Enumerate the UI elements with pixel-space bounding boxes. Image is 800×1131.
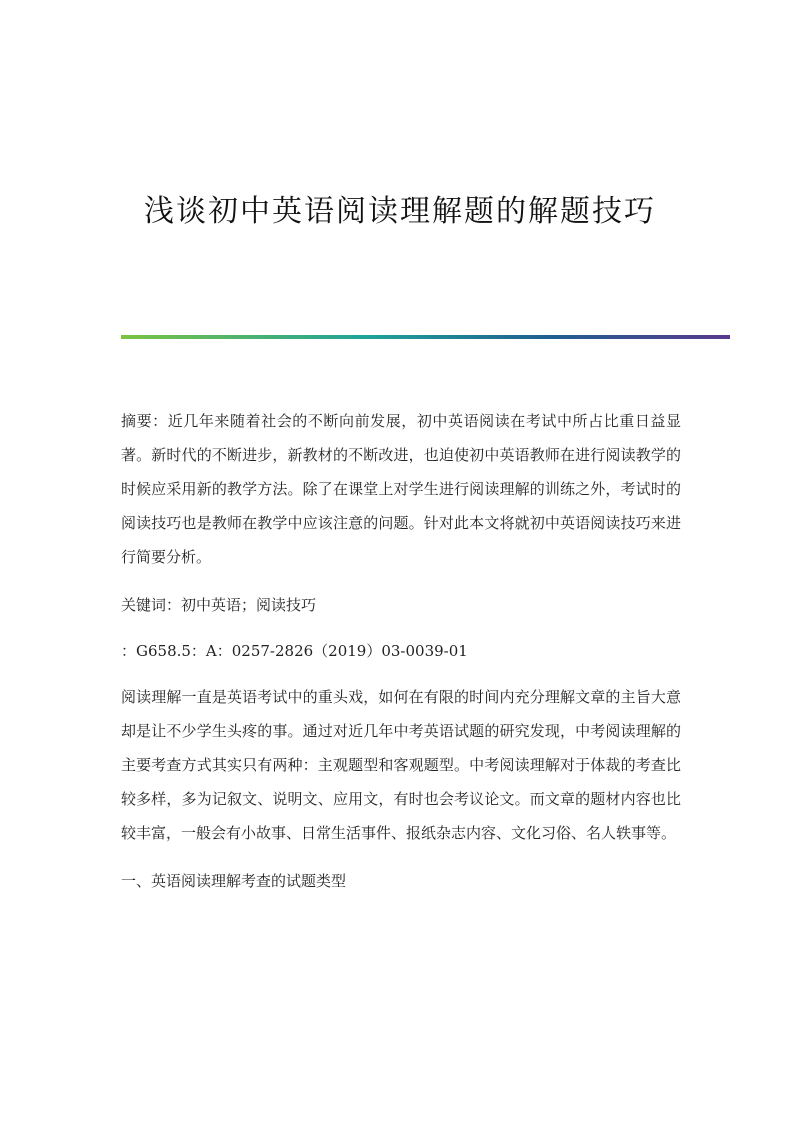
classification-line: ：G658.5：A：0257-2826（2019）03-0039-01 — [121, 642, 468, 660]
title-divider — [121, 335, 730, 339]
page-title: 浅谈初中英语阅读理解题的解题技巧 — [144, 194, 656, 229]
section-heading: 一、英语阅读理解考查的试题类型 — [121, 872, 347, 890]
body-paragraph: 阅读理解一直是英语考试中的重头戏，如何在有限的时间内充分理解文章的主旨大意却是让不少学生头疼的事。通过对近几年中考英语试题的研究发现，中考阅读理解的主要考查方式其实只有两种：主观题型和客观题型。中考阅读理解对于体裁的考查比较多样，多为记叙文、说明文、应用文，有时也会考议论文。而文章的题材内容也比较丰富，一般会有小故事、日常生活事件、报纸杂志内容、文化习俗、名人轶事等。 — [121, 688, 681, 842]
keywords-line: 关键词：初中英语；阅读技巧 — [121, 596, 317, 614]
document-body — [121, 404, 681, 898]
abstract-paragraph: 摘要：近几年来随着社会的不断向前发展，初中英语阅读在考试中所占比重日益显著。新时代的不断进步，新教材的不断改进，也迫使初中英语教师在进行阅读教学的时候应采用新的教学方法。除了在课堂上对学生进行阅读理解的训练之外，考试时的阅读技巧也是教师在教学中应该注意的问题。针对此本文将就初中英语阅读技巧来进行简要分析。 — [121, 412, 681, 566]
